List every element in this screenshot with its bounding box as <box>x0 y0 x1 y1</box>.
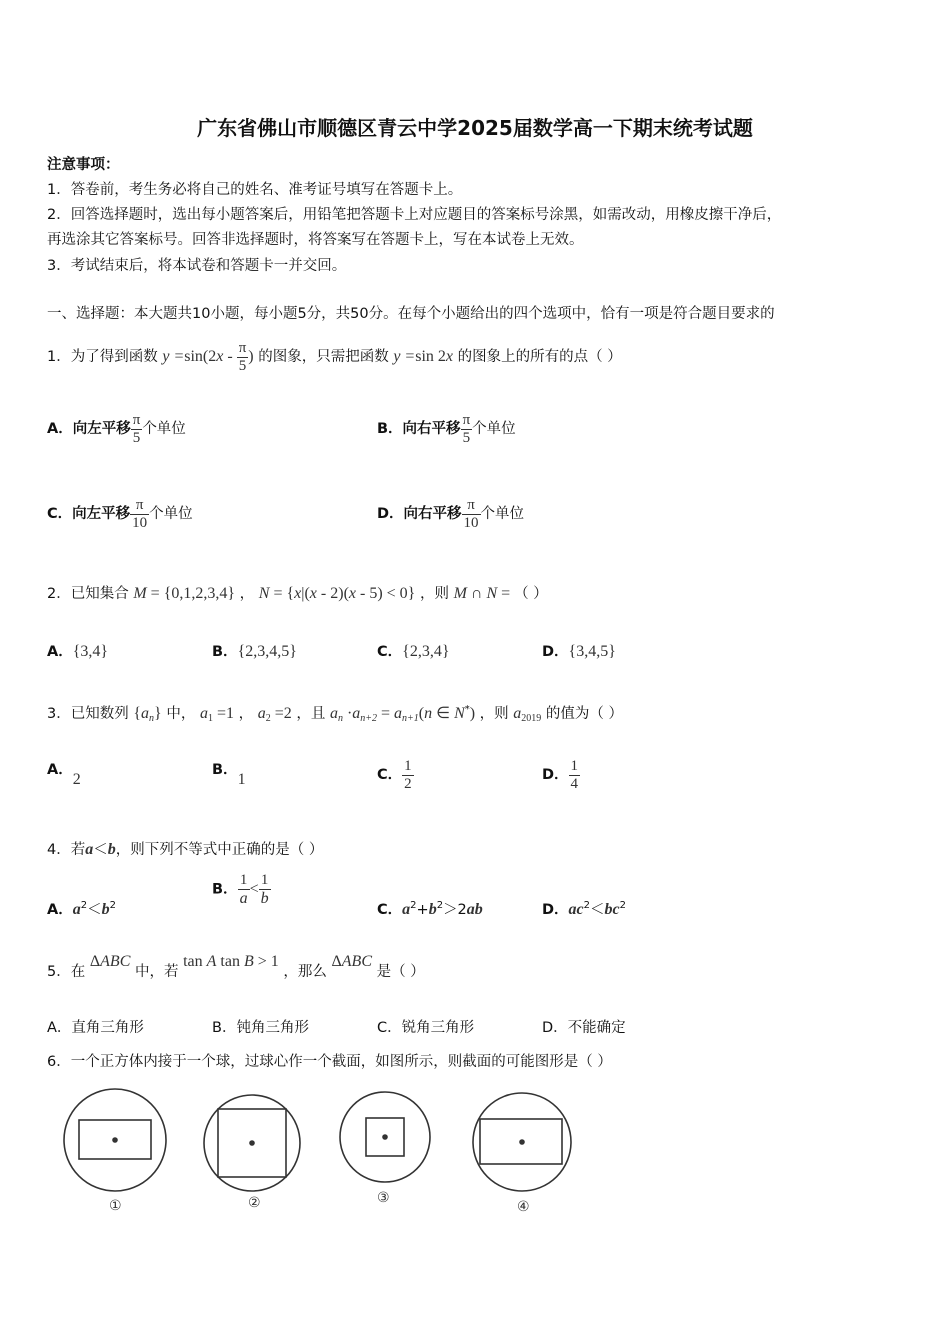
q4-option-c[interactable]: C．$a^2+b^2>2ab$ <box>377 900 483 918</box>
figure-label-3: ③ <box>377 1190 390 1206</box>
notice-item-3: 3．考试结束后，将本试卷和答题卡一并交回。 <box>47 258 347 274</box>
question-3: 3．已知数列 $\{a_n\}$ 中， $a_1 =1$ ， $a_2 =2$ ，且 $a_n \cdot a_{n+2} = a_{n+1}(n$ ∈ N*) ，则 $a_{2019}$ 的值为（ ） <box>47 704 623 724</box>
cross-section-figure <box>55 1080 585 1220</box>
question-2: 2．已知集合 M = {0,1,2,3,4} ， N = {x|(x - 2)(x - 5) < 0} ，则 M ∩ N = （ ） <box>47 585 548 602</box>
q1-option-a[interactable]: A．向左平移 $\frac{\pi}{5}$ 个单位 <box>47 412 186 446</box>
q5-option-a[interactable]: A．直角三角形 <box>47 1020 144 1036</box>
q1-option-b[interactable]: B．向右平移 $\frac{\pi}{5}$ 个单位 <box>377 412 516 446</box>
notice-item-2: 2．回答选择题时，选出每小题答案后，用铅笔把答题卡上对应题目的答案标号涂黑，如需改动，用橡皮擦干净后， <box>47 207 782 223</box>
q4-option-d[interactable]: D．$ac^2<bc^2$ <box>542 900 627 918</box>
question-5: 5．在 ΔABC 中，若 tan A tan B > 1 ，那么 ΔABC 是（ ） <box>47 953 425 980</box>
figure-label-1: ① <box>109 1198 122 1214</box>
question-4: 4．若a＜b，则下列不等式中正确的是（ ） <box>47 841 324 858</box>
center-dot-2 <box>250 1141 254 1145</box>
notice-item-2-cont: 再选涂其它答案标号。回答非选择题时，将答案写在答题卡上，写在本试卷上无效。 <box>47 232 584 248</box>
figure-label-4: ④ <box>517 1199 530 1215</box>
q3-option-c[interactable]: C． $\frac{1}{2}$ <box>377 758 412 792</box>
figure-label-2: ② <box>248 1195 261 1211</box>
q1-option-c[interactable]: C．向左平移 $\frac{\pi}{10}$ 个单位 <box>47 497 193 531</box>
q5-option-c[interactable]: C．锐角三角形 <box>377 1020 475 1036</box>
question-6: 6．一个正方体内接于一个球，过球心作一个截面，如图所示，则截面的可能图形是（ ） <box>47 1054 612 1070</box>
q1-text-a: 1．为了得到函数 <box>47 349 158 365</box>
center-dot-4 <box>520 1140 524 1144</box>
section-heading: 一、选择题：本大题共10小题，每小题5分，共50分。在每个小题给出的四个选项中，恰有一项是符合题目要求的 <box>47 306 775 322</box>
q3-option-a[interactable]: A．2 <box>47 762 81 788</box>
q4-option-a[interactable]: A．$a^2<b^2$ <box>47 900 116 918</box>
q2-option-c[interactable]: C．{2,3,4} <box>377 643 450 660</box>
notice-heading: 注意事项： <box>47 157 120 173</box>
center-dot-1 <box>113 1138 117 1142</box>
q1-target-function: y = <box>162 348 185 365</box>
q4-option-b[interactable]: B． $\frac{1}{a}$ < $\frac{1}{b}$ <box>212 872 269 907</box>
q1-text-c: 的图象上的所有的点（ ） <box>457 349 622 365</box>
q2-option-d[interactable]: D．{3,4,5} <box>542 643 616 660</box>
q3-option-b[interactable]: B．1 <box>212 762 246 788</box>
center-dot-3 <box>383 1135 387 1139</box>
notice-item-1: 1．答卷前，考生务必将自己的姓名、准考证号填写在答题卡上。 <box>47 182 463 198</box>
question-1: 1．为了得到函数 y =sin(2x - $\frac{\pi}{5}$ ) 的图象，只需把函数 y =sin 2x 的图象上的所有的点（ ） <box>47 340 622 374</box>
q2-option-a[interactable]: A．{3,4} <box>47 643 109 660</box>
q3-option-d[interactable]: D． $\frac{1}{4}$ <box>542 758 579 792</box>
q2-option-b[interactable]: B．{2,3,4,5} <box>212 643 297 660</box>
page-title: 广东省佛山市顺德区青云中学2025届数学高一下期末统考试题 <box>197 116 753 140</box>
fraction: $\frac{\pi}{5}$ <box>238 340 247 374</box>
q1-source-function: y = <box>393 348 416 365</box>
q5-option-d[interactable]: D．不能确定 <box>542 1020 626 1036</box>
q1-option-d[interactable]: D．向右平移 $\frac{\pi}{10}$ 个单位 <box>377 497 525 531</box>
q5-option-b[interactable]: B．钝角三角形 <box>212 1020 309 1036</box>
q1-text-b: 的图象，只需把函数 <box>258 349 389 365</box>
